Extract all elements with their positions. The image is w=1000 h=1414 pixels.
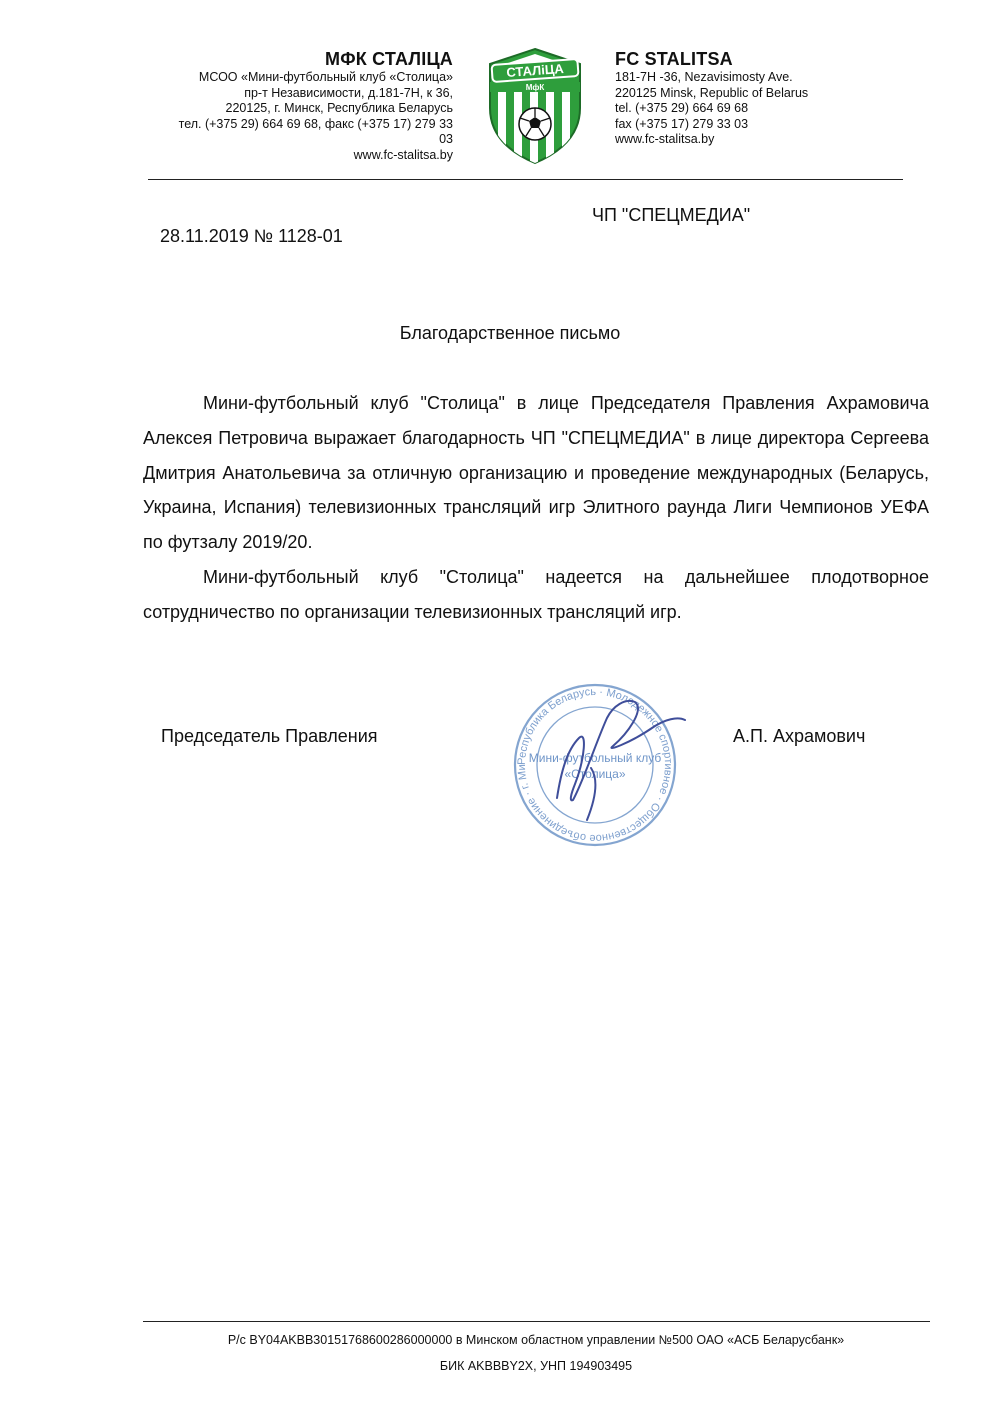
phone-line: тел. (+375 29) 664 69 68, факс (+375 17) 279 33 bbox=[178, 116, 453, 131]
signatory-position: Председатель Правления bbox=[161, 726, 378, 746]
club-logo bbox=[484, 46, 586, 166]
org-title-en: FC STALITSA bbox=[615, 49, 733, 69]
header-divider bbox=[148, 179, 903, 180]
header-left-block bbox=[120, 48, 453, 163]
header-right-block bbox=[615, 48, 915, 148]
bank-account-line: Р/с BY04AKBB30151768600286000000 в Минском областном управлении №500 ОАО «АСБ Беларусбанк» bbox=[227, 1333, 845, 1347]
website-line: www.fc-stalitsa.by bbox=[353, 147, 453, 162]
date-and-number: 28.11.2019 № 1128-01 bbox=[160, 226, 343, 246]
letter-body bbox=[143, 386, 929, 630]
address-line-en: 220125 Minsk, Republic of Belarus bbox=[615, 85, 809, 100]
stamp-center-line-1: Мини-футбольный клуб bbox=[528, 751, 662, 765]
address-line: пр-т Независимости, д.181-7Н, к 36, bbox=[244, 85, 453, 100]
phone-line-cont: 03 bbox=[439, 132, 453, 146]
stamp-graphic bbox=[495, 680, 695, 850]
recipient: ЧП "СПЕЦМЕДИА" bbox=[592, 205, 751, 225]
logo-text: СТАЛiЦА bbox=[505, 61, 565, 80]
document-title: Благодарственное письмо bbox=[399, 323, 621, 343]
body-paragraph: Мини-футбольный клуб "Столица" надеется на дальнейшее плодотворное сотрудничество по организации телевизионных трансляций игр. bbox=[143, 566, 929, 622]
stamp-center-line-2: «Столица» bbox=[564, 767, 626, 781]
body-paragraph: Мини-футбольный клуб "Столица" в лице Председателя Правления Ахрамовича Алексея Петровича выражает благодарность ЧП "СПЕЦМЕДИА" в лице директора Сергеева Дмитрия Анатольевича за отличную организацию и проведение международных (Беларусь, Украина, Испания) телевизионных трансляций игр Элитного раунда Лиги Чемпионов УЕФА по футзалу 2019/20. bbox=[143, 393, 929, 553]
club-logo-graphic bbox=[484, 46, 586, 166]
address-line: МСОО «Мини-футбольный клуб «Столица» bbox=[198, 70, 453, 84]
address-line: 220125, г. Минск, Республика Беларусь bbox=[225, 101, 453, 115]
stamp-ring-text: Республика Беларусь · Молодежное спортивное · Общественное объединение · г. Ми bbox=[515, 685, 675, 845]
website-line-en: www.fc-stalitsa.by bbox=[615, 132, 715, 146]
address-line-en: 181-7H -36, Nezavisimosty Ave. bbox=[615, 70, 793, 84]
org-title-ru: МФК СТАЛIЦА bbox=[325, 49, 453, 69]
bank-codes-line: БИК AKBBBY2X, УНП 194903495 bbox=[439, 1359, 633, 1373]
fax-line-en: fax (+375 17) 279 33 03 bbox=[615, 116, 749, 131]
logo-subtext: МфК bbox=[525, 83, 545, 92]
tel-line-en: tel. (+375 29) 664 69 68 bbox=[615, 101, 749, 115]
official-stamp bbox=[495, 680, 695, 850]
footer-divider bbox=[143, 1321, 930, 1322]
signatory-name: А.П. Ахрамович bbox=[733, 726, 866, 746]
